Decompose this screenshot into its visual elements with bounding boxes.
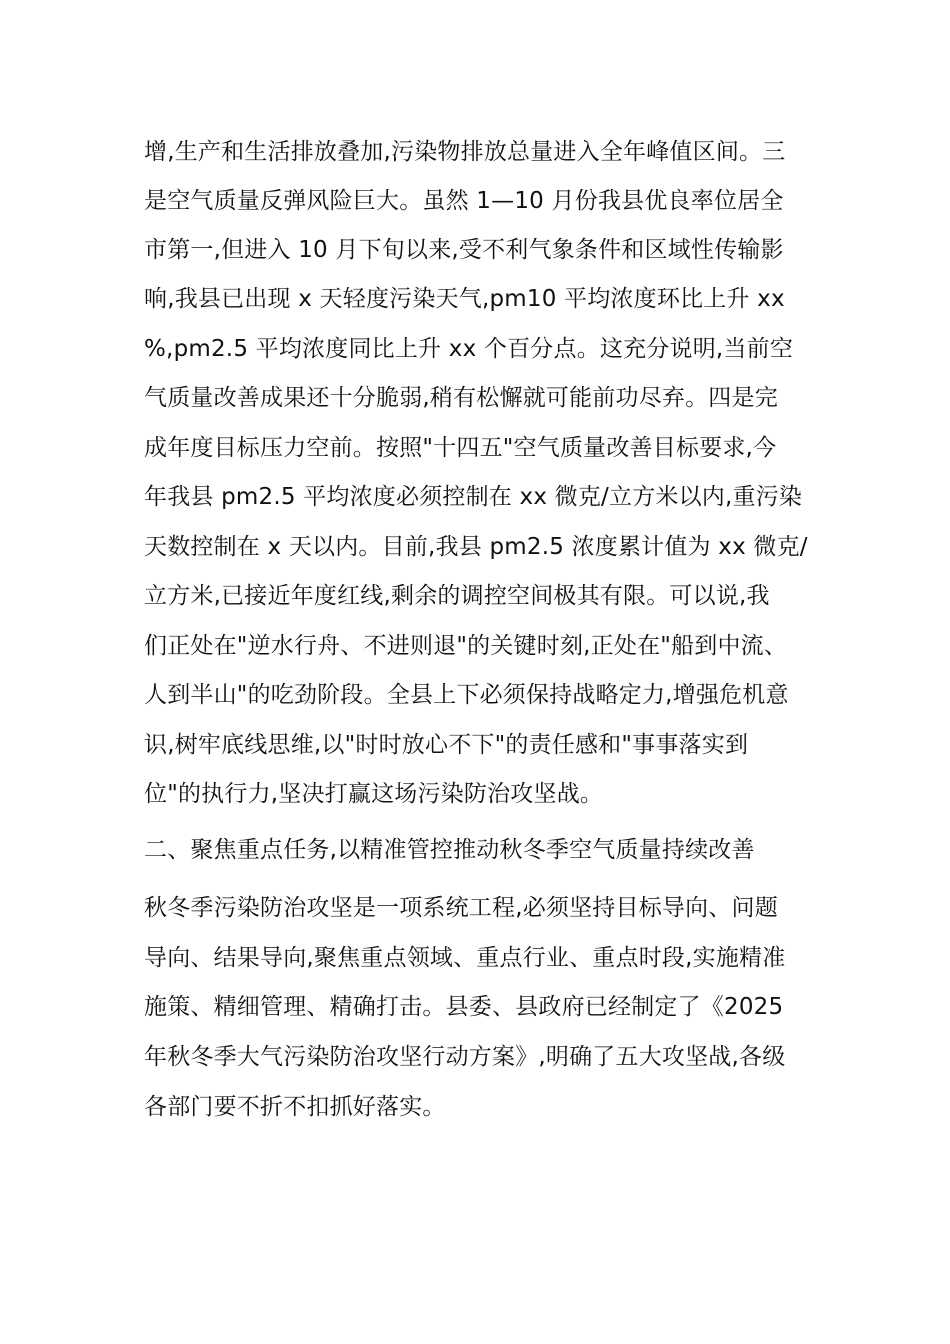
text-line: 导向、结果导向,聚焦重点领域、重点行业、重点时段,实施精准 — [144, 945, 786, 971]
text-line: 立方米,已接近年度红线,剩余的调控空间极其有限。可以说,我 — [144, 583, 770, 609]
text-line: 年秋冬季大气污染防治攻坚行动方案》,明确了五大攻坚战,各级 — [144, 1044, 786, 1070]
text-line: 是空气质量反弹风险巨大。虽然 1—10 月份我县优良率位居全 — [144, 188, 784, 214]
text-line: 们正处在"逆水行舟、不进则退"的关键时刻,正处在"船到中流、 — [144, 633, 788, 659]
text-line: 响,我县已出现 x 天轻度污染天气,pm10 平均浓度环比上升 xx — [144, 286, 785, 312]
text-line: 秋冬季污染防治攻坚是一项系统工程,必须坚持目标导向、问题 — [144, 895, 778, 921]
text-line: 各部门要不折不扣抓好落实。 — [144, 1094, 446, 1120]
text-line: 年我县 pm2.5 平均浓度必须控制在 xx 微克/立方米以内,重污染 — [144, 484, 803, 510]
text-line: 人到半山"的吃劲阶段。全县上下必须保持战略定力,增强危机意 — [144, 682, 789, 708]
text-line: %,pm2.5 平均浓度同比上升 xx 个百分点。这充分说明,当前空 — [144, 336, 794, 362]
text-line: 气质量改善成果还十分脆弱,稍有松懈就可能前功尽弃。四是完 — [144, 385, 778, 411]
text-line: 市第一,但进入 10 月下旬以来,受不利气象条件和区域性传输影 — [144, 237, 784, 263]
text-line: 位"的执行力,坚决打赢这场污染防治攻坚战。 — [144, 781, 604, 807]
text-line: 天数控制在 x 天以内。目前,我县 pm2.5 浓度累计值为 xx 微克/ — [144, 534, 808, 560]
text-line: 施策、精细管理、精确打击。县委、县政府已经制定了《2025 — [144, 994, 784, 1020]
text-line: 识,树牢底线思维,以"时时放心不下"的责任感和"事事落实到 — [144, 732, 749, 758]
text-line: 增,生产和生活排放叠加,污染物排放总量进入全年峰值区间。三 — [144, 139, 786, 165]
text-line: 成年度目标压力空前。按照"十四五"空气质量改善目标要求,今 — [144, 435, 777, 461]
section-heading: 二、聚焦重点任务,以精准管控推动秋冬季空气质量持续改善 — [144, 837, 755, 863]
